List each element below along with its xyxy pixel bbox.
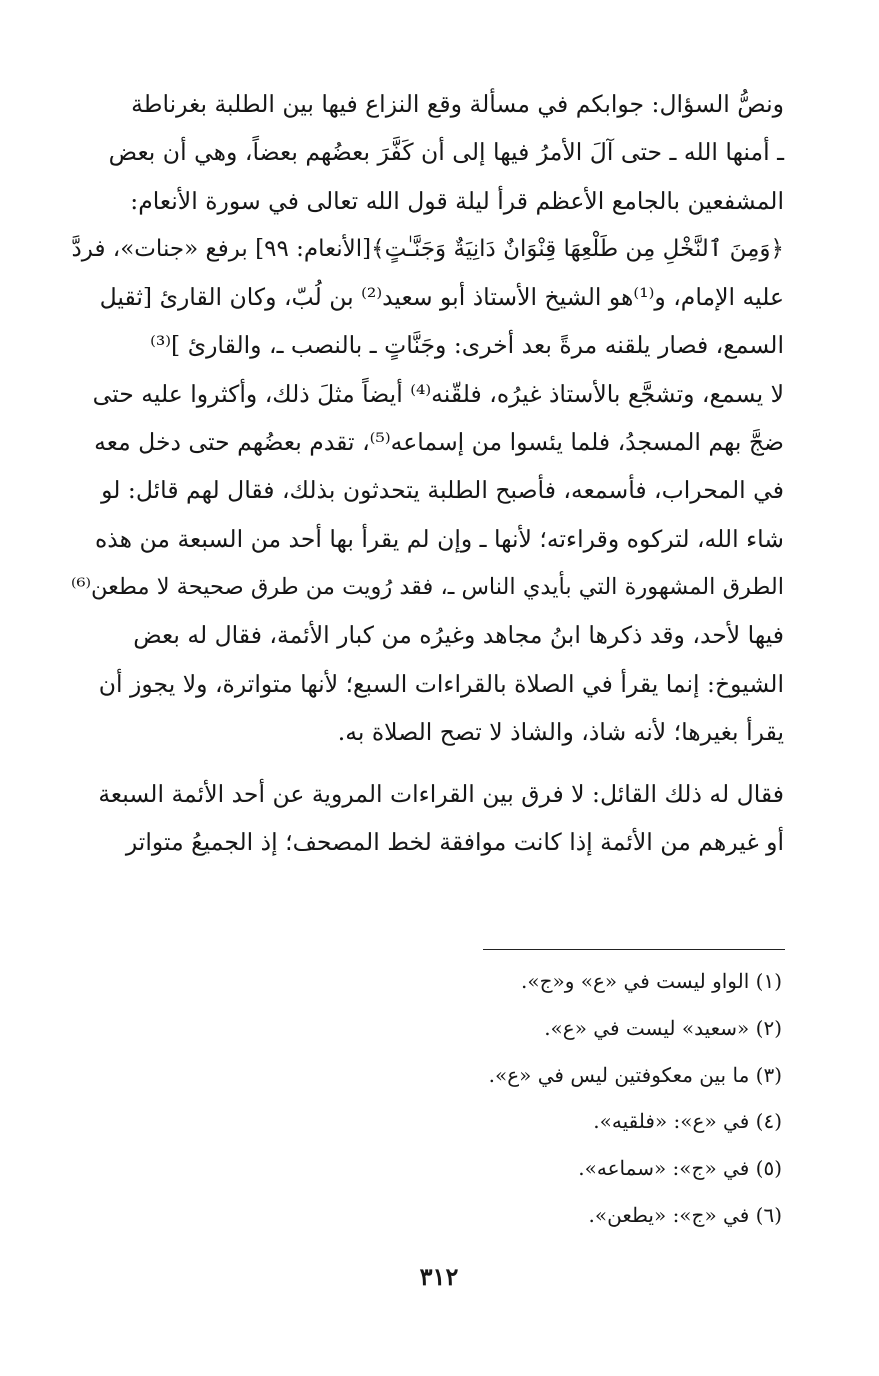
footnote-item: (٦) في «ج»: «يطعن». [588, 1202, 782, 1227]
text-line: المشفعين بالجامع الأعظم قرأ ليلة قول الله تعالى في سورة الأنعام: [130, 186, 784, 215]
text-line: عليه الإمام، و⁽¹⁾هو الشيخ الأستاذ أبو سعيد⁽²⁾ بن لُبّ، وكان القارئ [ثقيل [99, 283, 784, 312]
text-line: في المحراب، فأسمعه، فأصبح الطلبة يتحدثون بذلك، فقال لهم قائل: لو [101, 476, 784, 505]
main-text [70, 80, 784, 867]
quran-verse-line: ﴿وَمِنَ ٱلنَّخْلِ مِن طَلْعِهَا قِنْوَانٌ دَانِيَةٌ وَجَنَّـٰتٍ﴾[الأنعام: ٩٩] برفع «جنات»، فردَّ [71, 235, 784, 262]
footnote-item: (٣) ما بين معكوفتين ليس في «ع». [488, 1062, 782, 1087]
text-line: الطرق المشهورة التي بأيدي الناس ـ، فقد رُويت من طرق صحيحة لا مطعن⁽⁶⁾ [70, 573, 784, 600]
text-line: السمع، فصار يلقنه مرةً بعد أخرى: وجَنَّاتٍ ـ بالنصب ـ، والقارئ ]⁽³⁾ [150, 331, 784, 360]
footnote-item: (٢) «سعيد» ليست في «ع». [544, 1015, 782, 1040]
text-line: ضجَّ بهم المسجدُ، فلما يئسوا من إسماعه⁽⁵⁾، تقدم بعضُهم حتى دخل معه [94, 428, 784, 457]
text-line: شاء الله، لتركوه وقراءته؛ لأنها ـ وإن لم يقرأ بها أحد من السبعة من هذه [94, 524, 784, 553]
text-line: لا يسمع، وتشجَّع بالأستاذ غيرُه، فلقّنه⁽⁴⁾ أيضاً مثلَ ذلك، وأكثروا عليه حتى [92, 379, 784, 408]
page-number: ٣١٢ [419, 1262, 459, 1291]
footnotes [400, 958, 782, 1239]
footnote-separator [483, 949, 785, 950]
text-line: فيها لأحد، وقد ذكرها ابنُ مجاهد وغيرُه من كبار الأئمة، فقال له بعض [133, 621, 784, 650]
text-line: ـ أمنها الله ـ حتى آلَ الأمرُ فيها إلى أن كَفَّرَ بعضُهم بعضاً، وهي أن بعض [108, 138, 784, 167]
text-line: يقرأ بغيرها؛ لأنه شاذ، والشاذ لا تصح الصلاة به. [337, 717, 784, 746]
text-line: أو غيرهم من الأئمة إذا كانت موافقة لخط المصحف؛ إذ الجميعُ متواتر [125, 828, 784, 857]
footnote-item: (٥) في «ج»: «سماعه». [578, 1156, 782, 1181]
paragraph-gap [70, 756, 784, 770]
text-line: فقال له ذلك القائل: لا فرق بين القراءات المروية عن أحد الأئمة السبعة [98, 780, 784, 809]
footnote-item: (١) الواو ليست في «ع» و«ج». [521, 969, 782, 993]
footnote-item: (٤) في «ع»: «فلقيه». [593, 1109, 782, 1134]
text-line: الشيوخ: إنما يقرأ في الصلاة بالقراءات السبع؛ لأنها متواترة، ولا يجوز أن [98, 669, 784, 698]
text-line: ونصُّ السؤال: جوابكم في مسألة وقع النزاع فيها بين الطلبة بغرناطة [131, 90, 784, 118]
